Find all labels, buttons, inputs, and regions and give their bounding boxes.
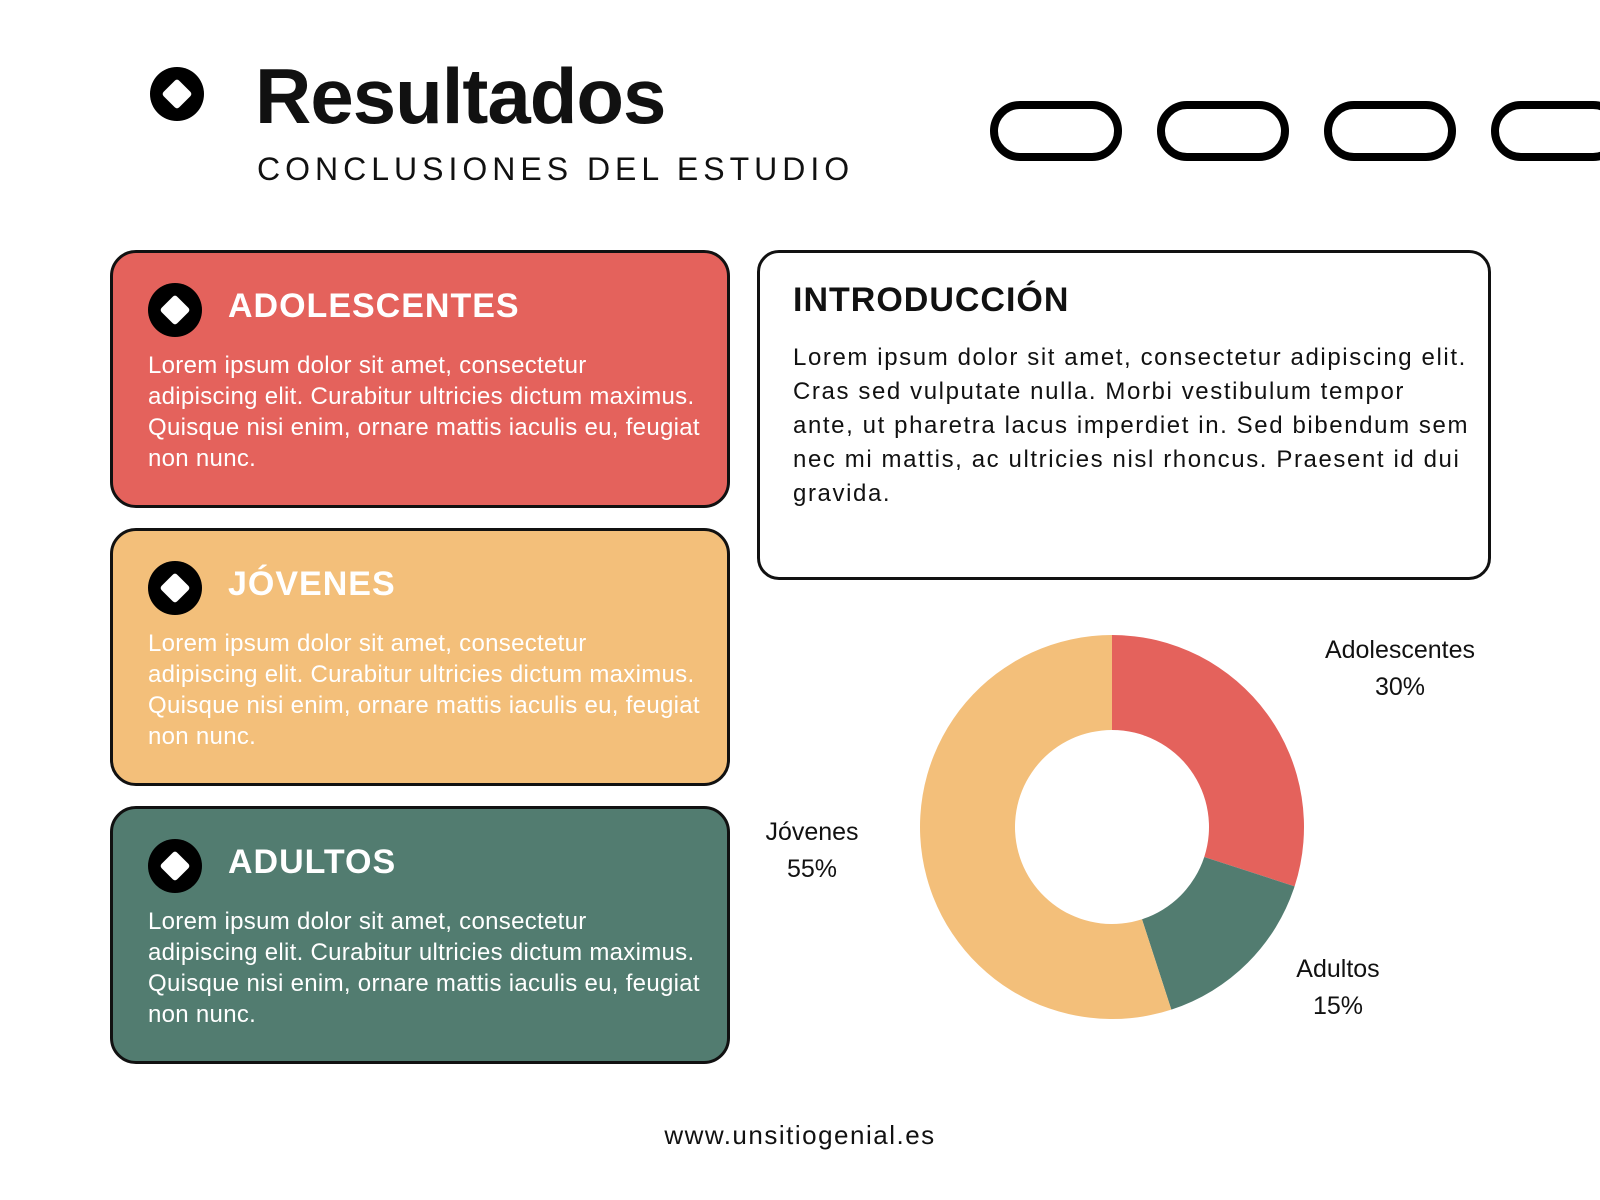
page-subtitle: CONCLUSIONES DEL ESTUDIO: [257, 151, 855, 187]
card-title: ADULTOS: [228, 843, 397, 881]
intro-title: INTRODUCCIÓN: [793, 281, 1070, 319]
slice-value-label: 55%: [786, 855, 838, 883]
page-title: Resultados: [255, 52, 666, 140]
footer-url: www.unsitiogenial.es: [664, 1120, 936, 1150]
header-diamond-icon: [150, 67, 204, 121]
slice-value-label: 15%: [1312, 992, 1364, 1020]
card-jovenes: [110, 528, 730, 786]
slice-value-label: 30%: [1374, 673, 1426, 701]
decorative-pill: [1157, 101, 1289, 161]
card-title: JÓVENES: [228, 565, 396, 603]
slice-label: Jóvenes: [765, 818, 859, 846]
diamond-icon: [148, 839, 202, 893]
decorative-pill: [1324, 101, 1456, 161]
card-adolescentes: [110, 250, 730, 508]
slice-label: Adolescentes: [1324, 636, 1476, 664]
intro-body: Lorem ipsum dolor sit amet, consectetur adipiscing elit. Cras sed vulputate nulla. Morbi vestibulum tempor ante, ut pharetra lacus imperdiet in. Sed bibendum sem nec mi mattis, ac ultricies nisl rhoncus. Praesent id dui gravida.: [793, 344, 1470, 507]
intro-box: [757, 250, 1491, 580]
decorative-pill: [990, 101, 1122, 161]
donut-chart: [740, 600, 1600, 1060]
slice-label: Adultos: [1296, 955, 1380, 983]
slice-adolescentes: [1112, 635, 1304, 886]
card-adultos: [110, 806, 730, 1064]
diamond-icon: [148, 561, 202, 615]
decorative-pill: [1491, 101, 1600, 161]
chart-slices: [920, 635, 1304, 1019]
card-body: Lorem ipsum dolor sit amet, consectetur adipiscing elit. Curabitur ultricies dictum maximus. Quisque nisi enim, ornare mattis iaculis eu, feugiat non nunc.: [148, 630, 700, 750]
card-body: Lorem ipsum dolor sit amet, consectetur adipiscing elit. Curabitur ultricies dictum maximus. Quisque nisi enim, ornare mattis iaculis eu, feugiat non nunc.: [148, 908, 700, 1028]
diamond-icon: [148, 283, 202, 337]
card-body: Lorem ipsum dolor sit amet, consectetur adipiscing elit. Curabitur ultricies dictum maximus. Quisque nisi enim, ornare mattis iaculis eu, feugiat non nunc.: [148, 352, 700, 472]
slice-adultos: [1142, 857, 1295, 1010]
card-title: ADOLESCENTES: [228, 287, 520, 325]
